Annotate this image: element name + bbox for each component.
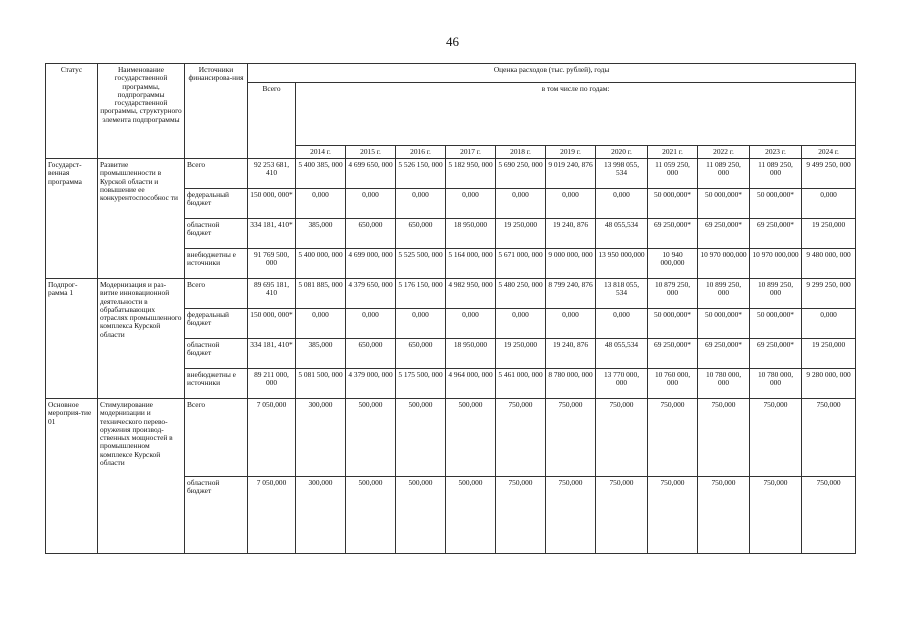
budget-table bbox=[45, 63, 856, 554]
row-year-value: 10 970 000,000 bbox=[750, 249, 802, 279]
row-year-value: 500,000 bbox=[446, 399, 496, 477]
row-source: областной бюджет bbox=[185, 339, 248, 369]
row-year-value: 69 250,000* bbox=[750, 219, 802, 249]
row-year-value: 19 240, 876 bbox=[546, 219, 596, 249]
row-year-value: 13 998 055, 534 bbox=[596, 159, 648, 189]
row-year-value: 9 280 000, 000 bbox=[802, 369, 856, 399]
row-year-value: 19 240, 876 bbox=[546, 339, 596, 369]
row-year-value: 13 770 000, 000 bbox=[596, 369, 648, 399]
row-year-value: 5 176 150, 000 bbox=[396, 279, 446, 309]
header-row-1 bbox=[46, 64, 856, 83]
row-year-value: 5 400 000, 000 bbox=[296, 249, 346, 279]
header-year: 2015 г. bbox=[346, 145, 396, 158]
row-total: 92 253 681, 410 bbox=[248, 159, 296, 189]
row-year-value: 11 089 250, 000 bbox=[698, 159, 750, 189]
row-year-value: 5 525 500, 000 bbox=[396, 249, 446, 279]
row-year-value: 750,000 bbox=[698, 399, 750, 477]
row-total: 7 050,000 bbox=[248, 399, 296, 477]
row-year-value: 0,000 bbox=[346, 189, 396, 219]
row-year-value: 385,000 bbox=[296, 339, 346, 369]
row-year-value: 0,000 bbox=[446, 309, 496, 339]
row-year-value: 19 250,000 bbox=[802, 339, 856, 369]
table-row bbox=[46, 159, 856, 189]
row-year-value: 750,000 bbox=[596, 399, 648, 477]
table-row bbox=[46, 279, 856, 309]
row-year-value: 10 879 250, 000 bbox=[648, 279, 698, 309]
header-year: 2018 г. bbox=[496, 145, 546, 158]
row-year-value: 0,000 bbox=[496, 189, 546, 219]
row-year-value: 8 780 000, 000 bbox=[546, 369, 596, 399]
row-source: федеральный бюджет bbox=[185, 309, 248, 339]
row-year-value: 5 690 250, 000 bbox=[496, 159, 546, 189]
header-year: 2016 г. bbox=[396, 145, 446, 158]
row-year-value: 500,000 bbox=[396, 399, 446, 477]
row-year-value: 19 250,000 bbox=[496, 339, 546, 369]
row-year-value: 9 299 250, 000 bbox=[802, 279, 856, 309]
row-year-value: 750,000 bbox=[750, 399, 802, 477]
row-total: 334 181, 410* bbox=[248, 339, 296, 369]
row-year-value: 4 982 950, 000 bbox=[446, 279, 496, 309]
row-year-value: 9 000 000, 000 bbox=[546, 249, 596, 279]
row-year-value: 9 480 000, 000 bbox=[802, 249, 856, 279]
row-year-value: 9 019 240, 876 bbox=[546, 159, 596, 189]
row-year-value: 4 379 650, 000 bbox=[346, 279, 396, 309]
row-year-value: 0,000 bbox=[496, 309, 546, 339]
row-status: Основное мероприя-тие 01 bbox=[46, 399, 98, 554]
row-year-value: 69 250,000* bbox=[698, 219, 750, 249]
row-year-value: 10 940 000,000 bbox=[648, 249, 698, 279]
row-year-value: 48 055,534 bbox=[596, 339, 648, 369]
row-year-value: 50 000,000* bbox=[750, 189, 802, 219]
row-year-value: 5 164 000, 000 bbox=[446, 249, 496, 279]
header-name: Наименование государственной программы, подпрограммы государственной программы, структурного элемента подпрограммы bbox=[98, 64, 185, 159]
row-year-value: 48 055,534 bbox=[596, 219, 648, 249]
header-year: 2020 г. bbox=[596, 145, 648, 158]
row-year-value: 750,000 bbox=[546, 476, 596, 554]
row-year-value: 19 250,000 bbox=[496, 219, 546, 249]
row-year-value: 69 250,000* bbox=[698, 339, 750, 369]
row-source: Всего bbox=[185, 279, 248, 309]
row-year-value: 750,000 bbox=[750, 476, 802, 554]
row-year-value: 750,000 bbox=[596, 476, 648, 554]
row-year-value: 5 182 950, 000 bbox=[446, 159, 496, 189]
header-year: 2019 г. bbox=[546, 145, 596, 158]
row-year-value: 750,000 bbox=[802, 476, 856, 554]
row-source: Всего bbox=[185, 159, 248, 189]
row-program-name: Развитие промышленности в Курской области и повышение ее конкурентоспособнос ти bbox=[98, 159, 185, 279]
row-year-value: 9 499 250, 000 bbox=[802, 159, 856, 189]
row-year-value: 4 964 000, 000 bbox=[446, 369, 496, 399]
row-year-value: 0,000 bbox=[802, 309, 856, 339]
row-year-value: 0,000 bbox=[546, 189, 596, 219]
row-program-name: Стимулирование модернизации и технического перево-оружения производ-ственных мощностей в промышленном комплексе Курской области bbox=[98, 399, 185, 554]
row-year-value: 10 780 000, 000 bbox=[750, 369, 802, 399]
row-year-value: 750,000 bbox=[648, 399, 698, 477]
row-source: федеральный бюджет bbox=[185, 189, 248, 219]
row-status: Государст-венная программа bbox=[46, 159, 98, 279]
row-year-value: 4 699 000, 000 bbox=[346, 249, 396, 279]
row-total: 150 000, 000* bbox=[248, 309, 296, 339]
header-estimate: Оценка расходов (тыс. рублей), годы bbox=[248, 64, 856, 83]
row-year-value: 4 379 000, 000 bbox=[346, 369, 396, 399]
header-year: 2024 г. bbox=[802, 145, 856, 158]
row-year-value: 8 799 240, 876 bbox=[546, 279, 596, 309]
row-year-value: 5 461 000, 000 bbox=[496, 369, 546, 399]
row-year-value: 11 089 250, 000 bbox=[750, 159, 802, 189]
row-year-value: 650,000 bbox=[346, 339, 396, 369]
row-status: Подпрог-рамма 1 bbox=[46, 279, 98, 399]
row-total: 91 769 500, 000 bbox=[248, 249, 296, 279]
row-year-value: 4 699 650, 000 bbox=[346, 159, 396, 189]
row-year-value: 10 760 000, 000 bbox=[648, 369, 698, 399]
row-year-value: 5 081 885, 000 bbox=[296, 279, 346, 309]
row-year-value: 5 175 500, 000 bbox=[396, 369, 446, 399]
row-year-value: 650,000 bbox=[346, 219, 396, 249]
row-source: внебюджетны е источники bbox=[185, 369, 248, 399]
row-year-value: 13 818 055, 534 bbox=[596, 279, 648, 309]
row-year-value: 0,000 bbox=[396, 309, 446, 339]
header-total: Всего bbox=[248, 83, 296, 159]
header-status: Статус bbox=[46, 64, 98, 159]
row-year-value: 0,000 bbox=[802, 189, 856, 219]
row-year-value: 650,000 bbox=[396, 219, 446, 249]
page-number: 46 bbox=[446, 34, 459, 49]
row-year-value: 50 000,000* bbox=[648, 309, 698, 339]
header-year: 2022 г. bbox=[698, 145, 750, 158]
row-total: 334 181, 410* bbox=[248, 219, 296, 249]
row-program-name: Модернизация и раз-витие инновационной деятельности в обрабатывающих отраслях промышленного комплекса Курской области bbox=[98, 279, 185, 399]
row-year-value: 0,000 bbox=[596, 309, 648, 339]
row-year-value: 10 899 250, 000 bbox=[750, 279, 802, 309]
row-year-value: 11 059 250, 000 bbox=[648, 159, 698, 189]
row-year-value: 19 250,000 bbox=[802, 219, 856, 249]
table-row bbox=[46, 399, 856, 477]
row-year-value: 50 000,000* bbox=[648, 189, 698, 219]
row-year-value: 69 250,000* bbox=[648, 219, 698, 249]
row-year-value: 750,000 bbox=[648, 476, 698, 554]
header-year: 2017 г. bbox=[446, 145, 496, 158]
row-year-value: 13 950 000,000 bbox=[596, 249, 648, 279]
header-year: 2021 г. bbox=[648, 145, 698, 158]
row-year-value: 18 950,000 bbox=[446, 219, 496, 249]
header-year: 2023 г. bbox=[750, 145, 802, 158]
header-source: Источники финансирова-ния bbox=[185, 64, 248, 159]
row-year-value: 500,000 bbox=[346, 476, 396, 554]
row-year-value: 750,000 bbox=[698, 476, 750, 554]
row-year-value: 750,000 bbox=[496, 399, 546, 477]
row-year-value: 0,000 bbox=[596, 189, 648, 219]
row-year-value: 0,000 bbox=[546, 309, 596, 339]
row-total: 89 211 000, 000 bbox=[248, 369, 296, 399]
row-source: областной бюджет bbox=[185, 219, 248, 249]
row-year-value: 10 970 000,000 bbox=[698, 249, 750, 279]
row-year-value: 0,000 bbox=[346, 309, 396, 339]
row-year-value: 50 000,000* bbox=[750, 309, 802, 339]
row-total: 150 000, 000* bbox=[248, 189, 296, 219]
row-year-value: 5 526 150, 000 bbox=[396, 159, 446, 189]
row-year-value: 750,000 bbox=[546, 399, 596, 477]
row-year-value: 5 671 000, 000 bbox=[496, 249, 546, 279]
row-year-value: 750,000 bbox=[496, 476, 546, 554]
row-year-value: 300,000 bbox=[296, 476, 346, 554]
row-year-value: 0,000 bbox=[296, 189, 346, 219]
row-source: областной бюджет bbox=[185, 476, 248, 554]
header-year: 2014 г. bbox=[296, 145, 346, 158]
row-source: внебюджетны е источники bbox=[185, 249, 248, 279]
row-year-value: 69 250,000* bbox=[750, 339, 802, 369]
row-total: 89 695 181, 410 bbox=[248, 279, 296, 309]
row-year-value: 750,000 bbox=[802, 399, 856, 477]
row-year-value: 650,000 bbox=[396, 339, 446, 369]
row-year-value: 69 250,000* bbox=[648, 339, 698, 369]
row-year-value: 500,000 bbox=[446, 476, 496, 554]
row-year-value: 0,000 bbox=[396, 189, 446, 219]
row-source: Всего bbox=[185, 399, 248, 477]
row-year-value: 385,000 bbox=[296, 219, 346, 249]
row-year-value: 10 780 000, 000 bbox=[698, 369, 750, 399]
row-year-value: 5 480 250, 000 bbox=[496, 279, 546, 309]
row-year-value: 10 899 250, 000 bbox=[698, 279, 750, 309]
row-year-value: 18 950,000 bbox=[446, 339, 496, 369]
row-year-value: 50 000,000* bbox=[698, 189, 750, 219]
row-year-value: 0,000 bbox=[446, 189, 496, 219]
header-by-years: в том числе по годам: bbox=[296, 83, 856, 146]
row-year-value: 50 000,000* bbox=[698, 309, 750, 339]
row-total: 7 050,000 bbox=[248, 476, 296, 554]
row-year-value: 500,000 bbox=[396, 476, 446, 554]
row-year-value: 500,000 bbox=[346, 399, 396, 477]
row-year-value: 5 081 500, 000 bbox=[296, 369, 346, 399]
row-year-value: 0,000 bbox=[296, 309, 346, 339]
row-year-value: 5 400 385, 000 bbox=[296, 159, 346, 189]
row-year-value: 300,000 bbox=[296, 399, 346, 477]
